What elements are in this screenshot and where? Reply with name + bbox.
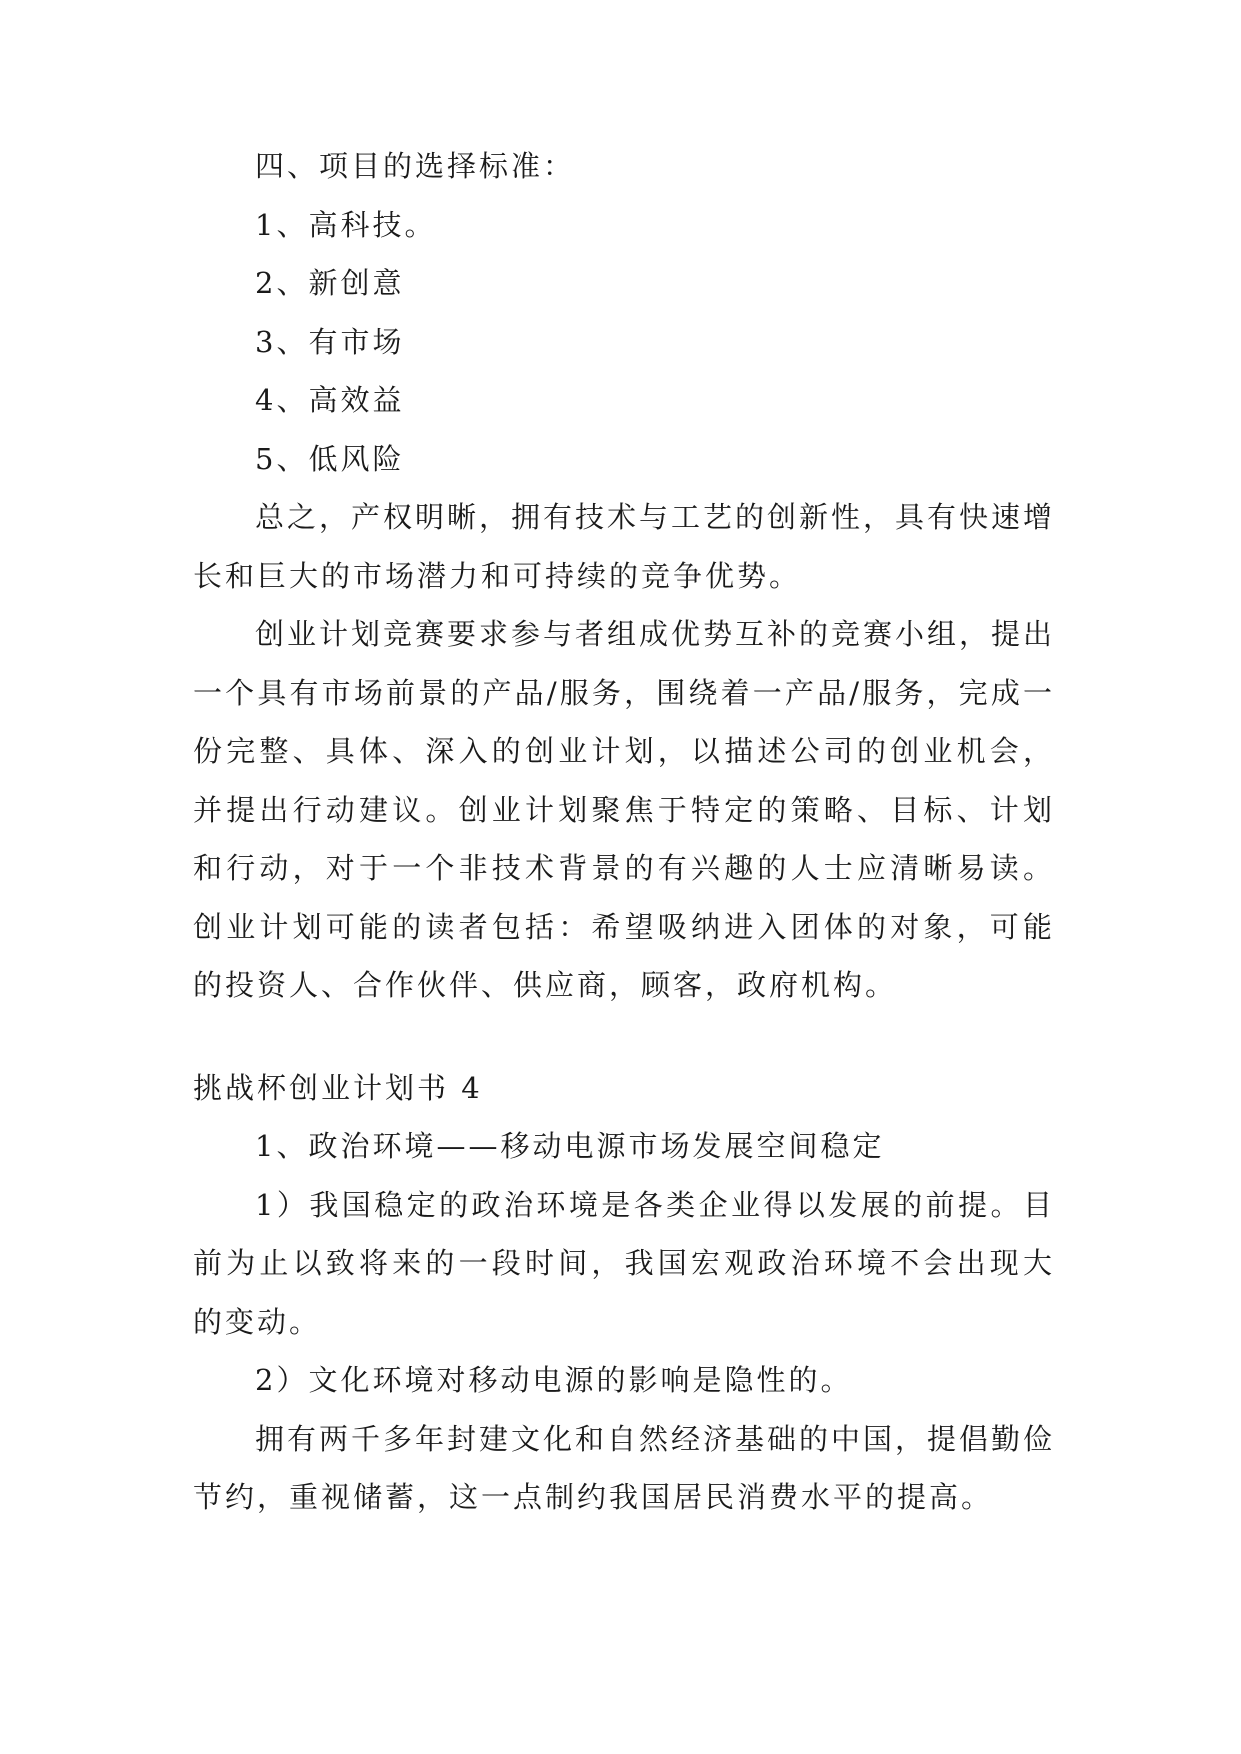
list-item: 5、低风险 bbox=[255, 441, 405, 476]
political-environment-title: 1、政治环境——移动电源市场发展空间稳定 bbox=[255, 1129, 885, 1163]
document-body bbox=[193, 137, 1055, 1527]
list-item: 1、高科技。 bbox=[255, 207, 437, 242]
culture-paragraph: 拥有两千多年封建文化和自然经济基础的中国，提倡勤俭节约，重视储蓄，这一点制约我国居民消费水平的提高。 bbox=[193, 1421, 1056, 1514]
list-item: 2、新创意 bbox=[255, 266, 405, 300]
section-title: 四、项目的选择标准： bbox=[255, 149, 576, 183]
summary-paragraph: 总之，产权明晰，拥有技术与工艺的创新性，具有快速增长和巨大的市场潜力和可持续的竞争优势。 bbox=[193, 500, 1056, 593]
list-item: 3、有市场 bbox=[255, 324, 405, 359]
plan-heading: 挑战杯创业计划书 4 bbox=[193, 1070, 483, 1105]
point-one-paragraph: 1）我国稳定的政治环境是各类企业得以发展的前提。目前为止以致将来的一段时间，我国宏观政治环境不会出现大的变动。 bbox=[193, 1187, 1055, 1339]
point-two-paragraph: 2）文化环境对移动电源的影响是隐性的。 bbox=[255, 1363, 853, 1397]
list-item: 4、高效益 bbox=[255, 383, 405, 417]
competition-paragraph: 创业计划竞赛要求参与者组成优势互补的竞赛小组，提出一个具有市场前景的产品/服务，围绕着一产品/服务，完成一份完整、具体、深入的创业计划，以描述公司的创业机会，并提出行动建议。创业计划聚焦于特定的策略、目标、计划和行动，对于一个非技术背景的有兴趣的人士应清晰易读。创业计划可能的读者包括：希望吸纳进入团体的对象，可能的投资人、合作伙伴、供应商，顾客，政府机构。 bbox=[193, 617, 1056, 1002]
